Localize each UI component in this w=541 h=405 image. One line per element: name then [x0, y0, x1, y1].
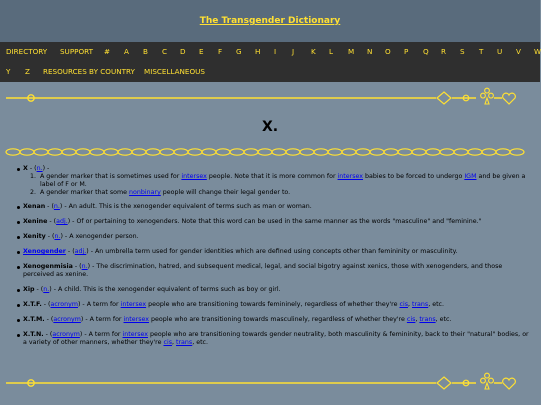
link-intersex[interactable]: intersex: [120, 301, 147, 308]
nav-item-l[interactable]: L: [329, 47, 334, 56]
nav-item-q[interactable]: Q: [423, 47, 429, 56]
entry-term[interactable]: Xenogender: [23, 248, 66, 255]
entry-term: X.T.M.: [23, 316, 45, 323]
entry-term: Xenity: [23, 233, 46, 240]
link-part-of-speech[interactable]: n.: [53, 203, 60, 210]
diamond-icon: [437, 92, 451, 104]
link-trans[interactable]: trans: [412, 301, 429, 308]
nav-item-r[interactable]: R: [441, 47, 446, 56]
definition-text: , etc.: [435, 316, 452, 323]
divider-bottom: [6, 375, 532, 391]
link-cis[interactable]: cis: [399, 301, 408, 308]
entry-x-t-f: X.T.F. - (acronym) - A term for intersex people who are transitioning towards femininely, regardless of whether they're cis, trans, etc.: [17, 301, 529, 309]
definition-text: A gender marker that some: [40, 189, 130, 196]
definition-text: A xenogender person.: [69, 233, 139, 240]
main-nav: [0, 42, 540, 82]
entry-xenan: Xenan - (n.) - An adult. This is the xenogender equivalent of terms such as man or woman.: [17, 203, 529, 211]
heart-icon: [503, 378, 516, 389]
entry-term: Xenan: [23, 203, 46, 210]
entry-term: Xenogenmisia: [23, 263, 73, 270]
nav-item-s[interactable]: S: [460, 47, 465, 56]
nav-item-d[interactable]: D: [180, 47, 186, 56]
definition-text: A gender marker that is sometimes used for: [40, 173, 182, 180]
nav-item-miscellaneous[interactable]: MISCELLANEOUS: [144, 67, 205, 76]
nav-item-k[interactable]: K: [311, 47, 316, 56]
link-trans[interactable]: trans: [419, 316, 436, 323]
club-icon: [481, 373, 494, 389]
nav-item-a[interactable]: A: [124, 47, 129, 56]
definition-item: [23, 173, 529, 189]
entry-x-t-m: X.T.M. - (acronym) - A term for intersex people who are transitioning towards masculinely, regardless of whether they're cis, trans, etc.: [17, 316, 529, 324]
definition-text: A term for: [88, 331, 123, 338]
nav-item-y[interactable]: Y: [6, 67, 11, 76]
link-cis[interactable]: cis: [163, 339, 172, 346]
definition-number: 2.: [30, 189, 37, 196]
club-icon: [481, 88, 494, 104]
link-cis[interactable]: cis: [406, 316, 416, 323]
definition-text: and be given a label of F or M.: [40, 173, 526, 188]
link-part-of-speech[interactable]: adj.: [56, 218, 68, 225]
entry-x-t-n: X.T.N. - (acronym) - A term for intersex people who are transitioning towards gender neutrality, both masculinity & femininity, back to their "natural" bodies, or a variety of other manners, whether they're cis, trans, etc.: [17, 331, 529, 347]
definition-text: An adult. This is the xenogender equivalent of terms such as man or woman.: [68, 203, 312, 210]
nav-item-support[interactable]: SUPPORT: [60, 47, 94, 56]
entry-term: Xip: [23, 286, 35, 293]
nav-item-hash[interactable]: #: [104, 47, 111, 56]
definition-text: Of or pertaining to xenogenders. Note that this word can be used in the same manner as the words "masculine" and "feminine.": [76, 218, 482, 225]
site-title-link[interactable]: The Transgender Dictionary: [199, 16, 341, 26]
nav-item-p[interactable]: P: [404, 47, 409, 56]
definition-text: people who are transitioning towards gender neutrality, both masculinity & femininity, back to their "natural" bodies, or a variety of other manners, whether they're: [23, 331, 529, 346]
nav-item-c[interactable]: C: [162, 47, 168, 56]
nav-item-u[interactable]: U: [497, 47, 503, 56]
link-part-of-speech[interactable]: acronym: [53, 316, 81, 323]
entry-x: X - (n.) - 1. A gender marker that is sometimes used for intersex people. Note that it is more common for intersex babies to be forced to undergo IGM and be given a label of F or M. 2. A gender marker that some nonbinary people will change their legal gender to.: [17, 165, 529, 197]
definition-text: The discrimination, hatred, and subsequent medical, legal, and social bigotry against xenics, those with xenogenders, and those perceived as xenine.: [23, 263, 503, 278]
nav-item-directory[interactable]: DIRECTORY: [6, 47, 48, 56]
nav-item-m[interactable]: M: [348, 47, 355, 56]
nav-item-w[interactable]: W: [534, 47, 541, 56]
definition-text: people who are transitioning towards femininely, regardless of whether they're: [146, 301, 400, 308]
nav-item-b[interactable]: B: [143, 47, 148, 56]
definition-number: 1.: [30, 173, 37, 180]
entry-xenogender: Xenogender - (adj.) - An umbrella term used for gender identities which are defined using concepts other than femininity or masculinity.: [17, 248, 529, 256]
link-nonbinary[interactable]: nonbinary: [129, 189, 161, 196]
nav-item-f[interactable]: F: [218, 47, 223, 56]
link-trans[interactable]: trans: [176, 339, 193, 346]
definition-text: , etc.: [192, 339, 209, 346]
link-intersex[interactable]: intersex: [337, 173, 363, 180]
definition-item: [23, 189, 529, 197]
entry-xenity: Xenity - (n.) - A xenogender person.: [17, 233, 529, 241]
diamond-icon: [437, 377, 451, 389]
link-part-of-speech[interactable]: adj.: [74, 248, 87, 255]
nav-item-v[interactable]: V: [516, 47, 521, 56]
link-part-of-speech[interactable]: n.: [81, 263, 88, 270]
nav-item-z[interactable]: Z: [25, 67, 30, 76]
link-igm[interactable]: IGM: [464, 173, 477, 180]
entry-term: X.T.F.: [23, 301, 42, 308]
definition-text: people who are transitioning towards masculinely, regardless of whether they're: [148, 316, 407, 323]
heart-icon: [503, 93, 516, 104]
nav-item-e[interactable]: E: [199, 47, 204, 56]
definition-text: A child. This is the xenogender equivalent of terms such as boy or girl.: [58, 286, 281, 293]
nav-item-g[interactable]: G: [236, 47, 242, 56]
nav-item-h[interactable]: H: [255, 47, 261, 56]
nav-item-resources-by-country[interactable]: RESOURCES BY COUNTRY: [43, 67, 135, 76]
link-intersex[interactable]: intersex: [181, 173, 207, 180]
nav-item-i[interactable]: I: [274, 47, 277, 56]
definition-text: people. Note that it is more common for: [206, 173, 338, 180]
entry-xenogenmisia: Xenogenmisia - (n.) - The discrimination, hatred, and subsequent medical, legal, and social bigotry against xenics, those with xenogenders, and those perceived as xenine.: [17, 263, 529, 279]
nav-item-t[interactable]: T: [479, 47, 484, 56]
link-part-of-speech[interactable]: acronym: [50, 301, 78, 308]
entry-term: X: [23, 165, 28, 172]
definition-text: , etc.: [428, 301, 445, 308]
entry-xip: Xip - (n.) - A child. This is the xenogender equivalent of terms such as boy or girl.: [17, 286, 529, 294]
definition-text: An umbrella term used for gender identities which are defined using concepts other than femininity or masculinity.: [95, 248, 458, 255]
page-letter-heading: X.: [261, 119, 279, 135]
entry-term: X.T.N.: [23, 331, 44, 338]
definition-text: ,: [407, 301, 412, 308]
definition-text: people will change their legal gender to.: [160, 189, 291, 196]
entry-list: [17, 165, 529, 347]
entry-term: Xenine: [23, 218, 48, 225]
link-intersex[interactable]: intersex: [122, 331, 148, 338]
definition-text: ,: [171, 339, 176, 346]
definition-text: A term for: [89, 316, 124, 323]
entry-xenine: Xenine - (adj.) - Of or pertaining to xenogenders. Note that this word can be used in the same manner as the words "masculine" and "feminine.": [17, 218, 529, 226]
definition-text: babies to be forced to undergo: [363, 173, 465, 180]
definition-text: A term for: [86, 301, 121, 308]
nav-item-n[interactable]: N: [367, 47, 373, 56]
divider-top: [6, 90, 532, 106]
nav-item-j[interactable]: J: [292, 47, 295, 56]
link-part-of-speech[interactable]: acronym: [52, 331, 80, 338]
site-header: [0, 0, 540, 42]
nav-item-o[interactable]: O: [385, 47, 391, 56]
divider-chain: [6, 144, 532, 160]
link-intersex[interactable]: intersex: [123, 316, 149, 323]
link-part-of-speech[interactable]: n.: [43, 286, 50, 293]
link-part-of-speech[interactable]: n.: [36, 165, 43, 172]
link-part-of-speech[interactable]: n.: [54, 233, 61, 240]
definition-text: ,: [415, 316, 420, 323]
